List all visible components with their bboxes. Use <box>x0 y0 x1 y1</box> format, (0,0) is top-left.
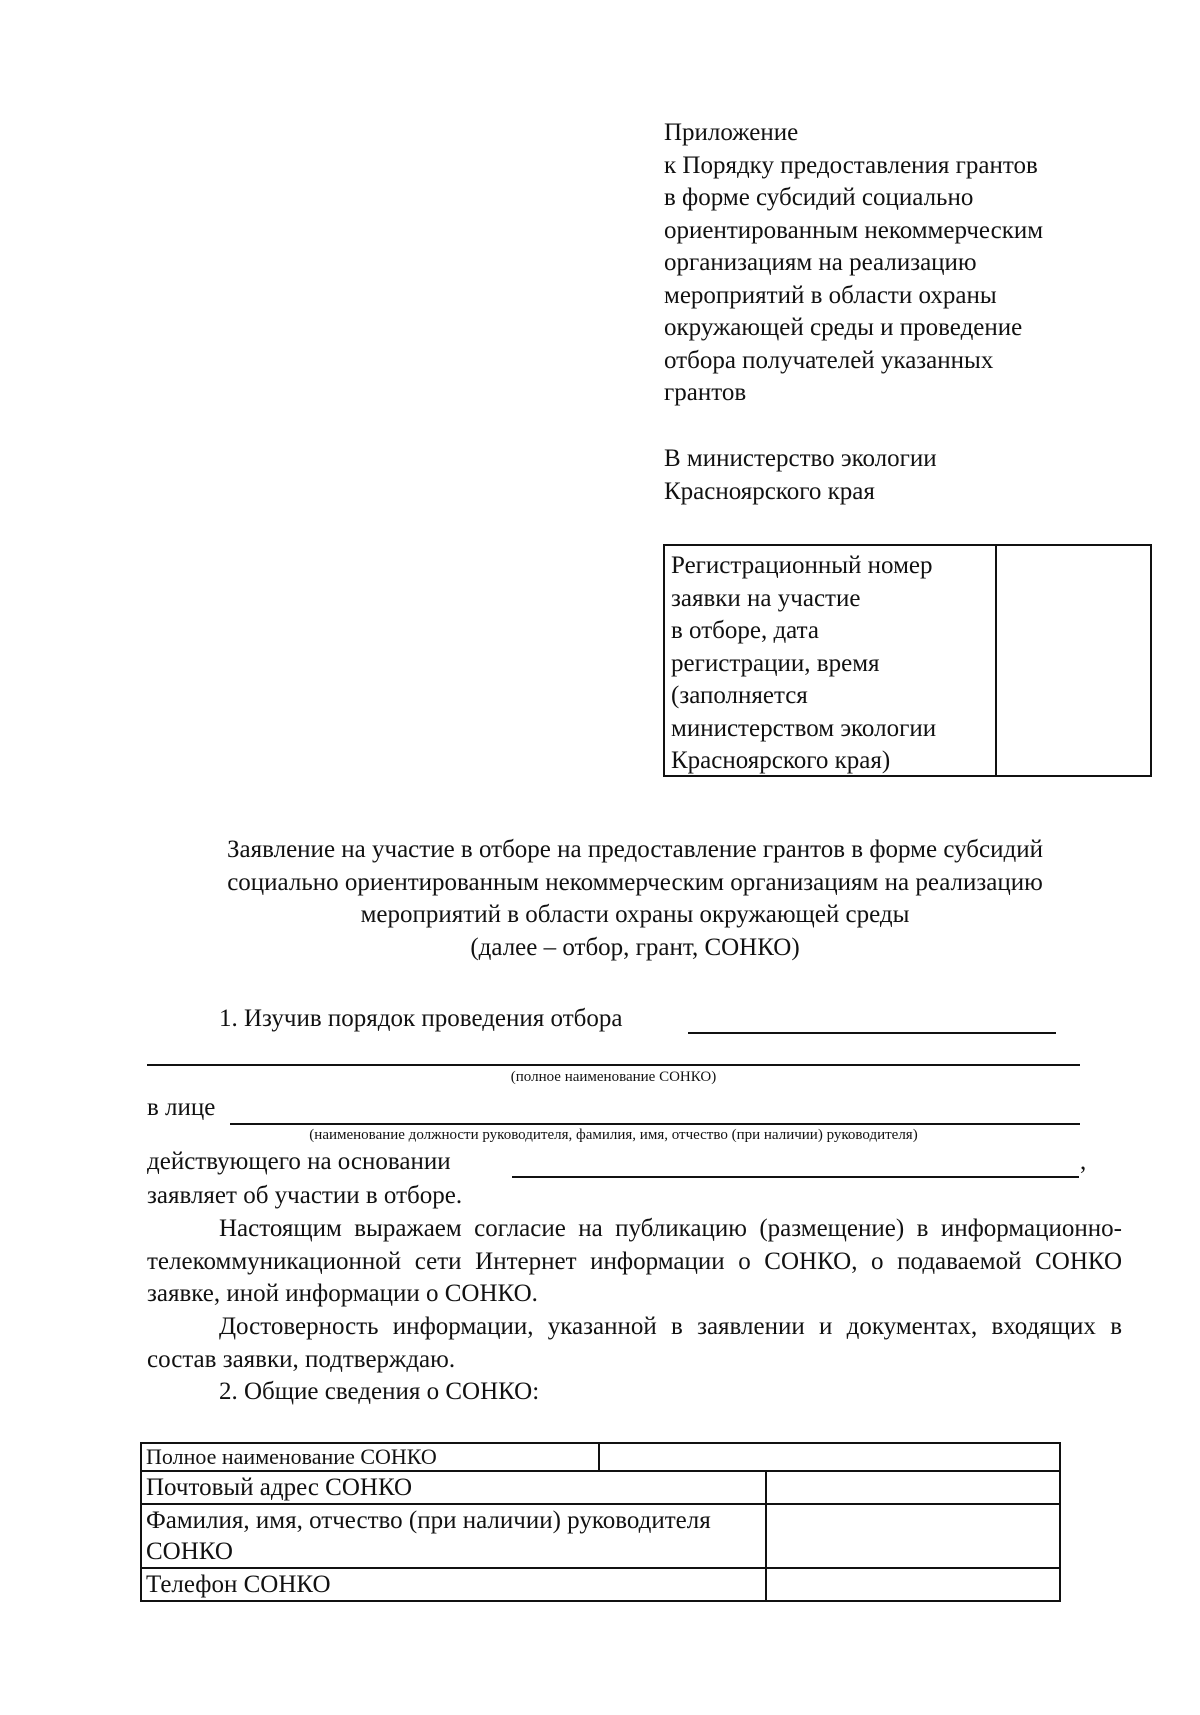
annex-line: Приложение <box>664 119 799 146</box>
item1-label: 1. Изучив порядок проведения отбора <box>219 1005 623 1032</box>
declares-text: заявляет об участии в отборе. <box>147 1182 463 1209</box>
full-name-fill-line[interactable] <box>147 1064 1080 1066</box>
table-label-cell: Почтовый адрес СОНКО <box>141 1471 766 1504</box>
annex-header <box>664 117 1124 410</box>
registration-label-line: регистрации, время <box>671 649 880 677</box>
annex-line: ориентированным некоммерческим <box>664 216 1044 244</box>
addressee-line: Красноярского края <box>664 477 875 505</box>
title-line: социально ориентированным некоммерческим организациям на реализацию <box>227 868 1043 896</box>
table-label-cell: Полное наименование СОНКО <box>141 1443 599 1471</box>
table-row <box>141 1443 1060 1471</box>
table-value-cell[interactable] <box>599 1443 1060 1471</box>
registration-value-cell[interactable] <box>997 546 1150 775</box>
table-value-cell[interactable] <box>766 1568 1060 1601</box>
table-row <box>141 1504 1060 1568</box>
registration-box <box>663 544 1152 777</box>
general-info-table <box>140 1442 1061 1602</box>
table-row <box>141 1568 1060 1601</box>
registration-label-line: заявки на участие <box>671 584 861 612</box>
annex-line: организациям на реализацию <box>664 249 977 276</box>
title-line: Заявление на участие в отборе на предоставление грантов в форме субсидий <box>227 836 1043 863</box>
consent-paragraph: Настоящим выражаем согласие на публикацию (размещение) в информационно-телекоммуникационной сети Интернет информации о СОНКО, о подаваемой СОНКО заявке, иной информации о СОНКО. <box>147 1215 1122 1307</box>
acting-comma: , <box>1080 1148 1087 1175</box>
annex-line: отбора получателей указанных <box>664 346 994 374</box>
registration-label-line: в отборе, дата <box>671 617 819 644</box>
addressee <box>664 443 1124 508</box>
annex-line: в форме субсидий социально <box>664 184 974 211</box>
addressee-line: В министерство экологии <box>664 445 937 472</box>
registration-label-line: Красноярского края) <box>671 747 891 774</box>
annex-line: к Порядку предоставления грантов <box>664 151 1038 179</box>
annex-line: мероприятий в области охраны <box>664 281 997 309</box>
table-label-cell: Телефон СОНКО <box>141 1568 766 1601</box>
item2-label: 2. Общие сведения о СОНКО: <box>219 1378 540 1405</box>
title-line: мероприятий в области охраны окружающей среды <box>360 901 910 928</box>
registration-label-line: министерством экологии <box>671 714 937 742</box>
registration-label-line: Регистрационный номер <box>671 552 933 579</box>
table-value-cell[interactable] <box>766 1471 1060 1504</box>
registration-label-cell <box>665 546 997 775</box>
in-person-label: в лице <box>147 1094 216 1121</box>
table-row <box>141 1471 1060 1504</box>
title-line: (далее – отбор, грант, СОНКО) <box>470 933 800 961</box>
document-title <box>130 834 1140 964</box>
full-name-caption: (полное наименование СОНКО) <box>510 1069 717 1085</box>
reliability-paragraph: Достоверность информации, указанной в заявлении и документах, входящих в состав заявки, подтверждаю. <box>147 1313 1122 1373</box>
annex-line: окружающей среды и проведение <box>664 314 1023 341</box>
table-label-cell: Фамилия, имя, отчество (при наличии) руководителя СОНКО <box>141 1504 766 1568</box>
acting-label: действующего на основании <box>147 1148 451 1175</box>
registration-label-line: (заполняется <box>671 682 808 709</box>
table-value-cell[interactable] <box>766 1504 1060 1568</box>
annex-line: грантов <box>664 379 747 406</box>
basis-fill-line[interactable] <box>512 1176 1079 1178</box>
item1-fill-line[interactable] <box>688 1032 1056 1034</box>
head-fill-line[interactable] <box>230 1123 1080 1125</box>
head-caption: (наименование должности руководителя, фамилия, имя, отчество (при наличии) руководителя) <box>309 1127 918 1143</box>
